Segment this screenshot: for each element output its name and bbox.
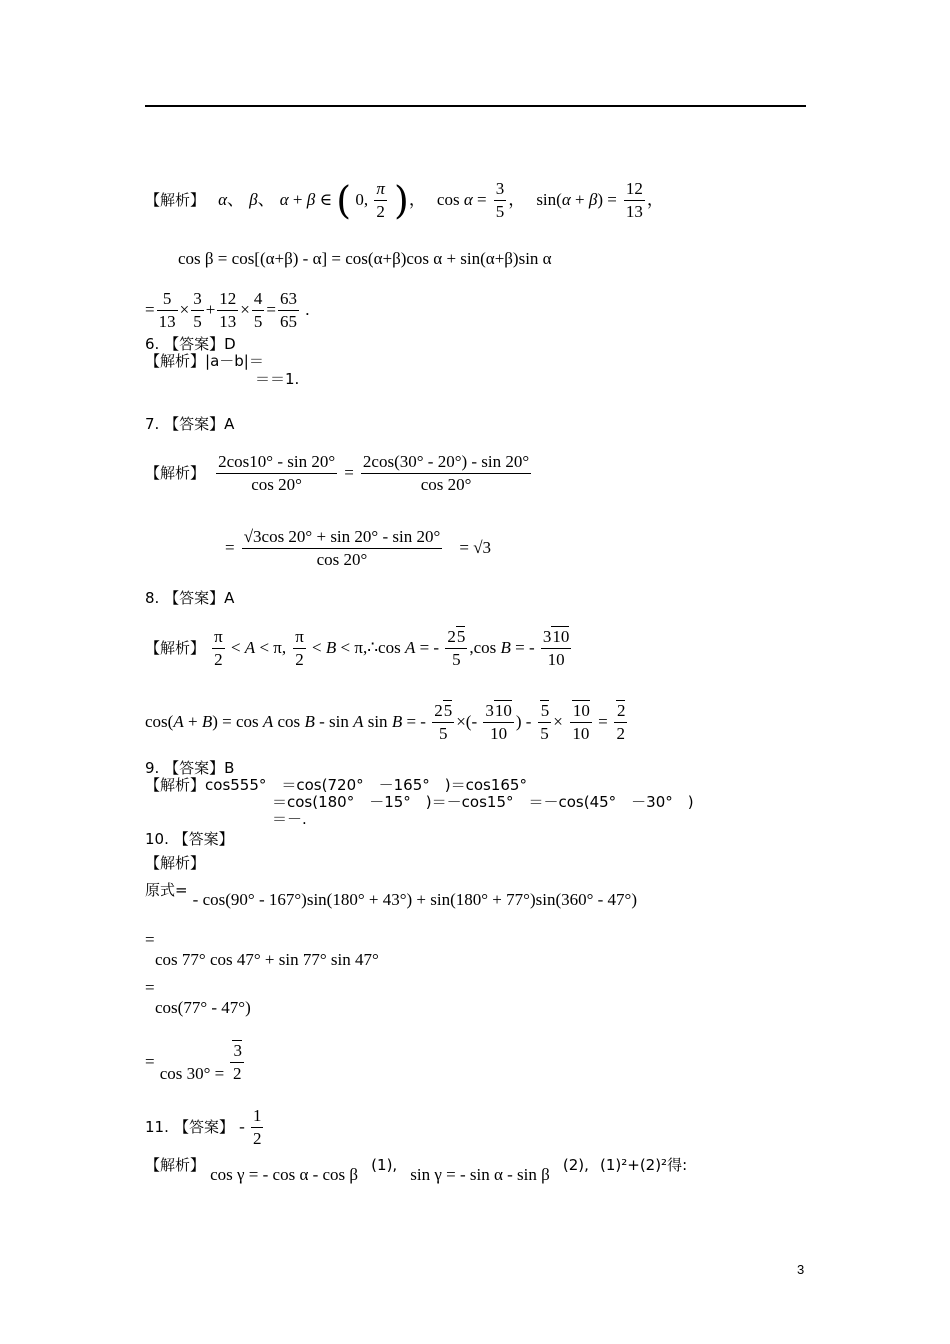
q9-line1: 【解析】cos555° ＝cos(720° －165° )＝cos165°	[145, 776, 527, 794]
q9-line3: ＝－.	[272, 810, 307, 828]
q9-line2: ＝cos(180° －15° )＝－cos15° ＝－cos(45° －30° )	[272, 793, 694, 811]
q5-line3: = $\frac{5}{13}$ × $\frac{3}{5}$ + $\frac{12}{13}$ × $\frac{4}{5}$ = $\frac{63}{65}$ .	[145, 289, 310, 331]
page-number: 3	[797, 1262, 805, 1277]
q9-answer: 9. 【答案】B	[145, 759, 235, 777]
q11-jiexi: 【解析】 cos γ = - cos α - cos β (1), sin γ = - sin α - sin β (2), (1)²+(2)²得:	[145, 1156, 688, 1184]
q11-answer: 11. 【答案】 - $\frac{1}{2}$	[145, 1106, 262, 1148]
q10-jiexi-tag: 【解析】	[145, 854, 206, 872]
q5-jiexi-tag: 【解析】	[145, 191, 206, 209]
q6-line2: ＝＝1.	[255, 370, 300, 388]
q10-line3: = cos(77° - 47°)	[145, 978, 251, 1017]
q8-line1: 【解析】 $\frac{\pi}{2}$ < A < π, $\frac{\pi}{2}$ < B < π,∴cos A = - $\frac{25}{5}$ ,cos B = - $\frac{310}{10}$	[145, 627, 570, 669]
q10-answer: 10. 【答案】	[145, 830, 234, 848]
header-rule	[145, 105, 806, 107]
q8-answer: 8. 【答案】A	[145, 589, 235, 607]
q7-line1: 【解析】 $\frac{2\cos 10^\circ - \sin 20^\circ}{\cos 20^\circ}$ = $\frac{2\cos(30^\circ - 20^\circ) - \sin 20^\circ}{\cos 20^\circ}$	[145, 452, 530, 494]
q5-line2: cos β = cos[(α+β) - α] = cos(α+β)cos α + sin(α+β)sin α	[178, 249, 552, 268]
q7-answer: 7. 【答案】A	[145, 415, 235, 433]
q8-line2: cos(A + B) = cos A cos B - sin A sin B = - $\frac{25}{5}$ ×(- $\frac{310}{10}$ ) - $\frac{5}{5}$ × $\frac{10}{10}$ = $\frac{2}{2}$	[145, 701, 626, 743]
q5-line1: 【解析】 α、 β、 α + β ∈ ( 0, $\frac{\pi}{2}$ )， cos α = $\frac{3}{5}$ ， sin(α + β) = $\frac{12}{13}$ ，	[145, 178, 664, 223]
q7-line2: = $\frac{√3\cos 20^\circ + \sin 20^\circ - \sin 20^\circ}{\cos 20^\circ}$ = √3	[225, 527, 492, 569]
q6-jiexi: 【解析】|a－b|＝	[145, 352, 264, 370]
q10-line4: = cos 30° = $\frac{3}{2}$	[145, 1041, 242, 1083]
q6-answer: 6. 【答案】D	[145, 335, 236, 353]
q10-line2: = cos 77° cos 47° + sin 77° sin 47°	[145, 930, 379, 969]
q10-line1: 原式= - cos(90° - 167°)sin(180° + 43°) + sin(180° + 77°)sin(360° - 47°)	[145, 881, 638, 909]
